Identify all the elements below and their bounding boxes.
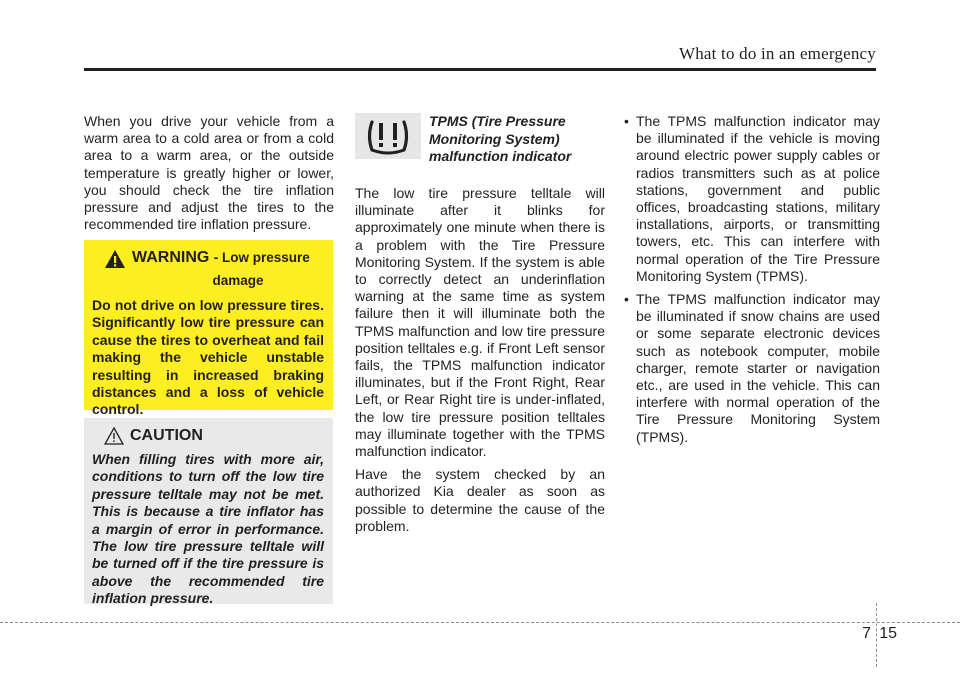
- tpms-bullet-list: [622, 113, 880, 446]
- tpms-paragraph-2: Have the system checked by an authorized Kia dealer as soon as possible to determine the cause of the problem.: [355, 466, 605, 534]
- chapter-number: 7: [862, 625, 871, 642]
- warning-subtitle-continued: damage: [212, 273, 264, 288]
- page-number: 15: [879, 625, 897, 642]
- caution-triangle-icon: [104, 427, 124, 445]
- warning-body: Do not drive on low pressure tires. Significantly low tire pressure can cause the tires to overheat and fail making the vehicle unstable resulting in increased braking distances and a loss of vehicle control.: [92, 297, 324, 418]
- intro-paragraph: When you drive your vehicle from a warm area to a cold area or from a cold area to a warm area, or the outside temperature is greatly higher or lower, you should check the tire inflation pressure and adjust the tires to the recommended tire inflation pressure.: [84, 113, 334, 233]
- warning-header: [92, 249, 324, 269]
- tpms-icon-box: [355, 113, 421, 159]
- bullet-item: • The TPMS malfunction indicator may be illuminated if snow chains are used or some separate electronic devices such as notebook computer, mobile charger, remote starter or navigation etc., are used in the vehicle. This can interfere with normal operation of the Tire Pressure Monitoring System (TPMS).: [622, 291, 880, 446]
- header-rule: [84, 68, 876, 71]
- warning-triangle-icon: [104, 249, 126, 269]
- caution-box: [84, 418, 333, 607]
- right-column: [622, 113, 880, 452]
- caution-body: When filling tires with more air, conditions to turn off the low tire pressure telltale may not be met. This is because a tire inflator has a margin of error in performance. The low tire pressure telltale will be turned off if the tire pressure is above the recommended tire inflation pressure.: [92, 451, 324, 607]
- page-number-divider: [876, 603, 877, 667]
- left-column: [84, 113, 334, 239]
- footer-rule: [0, 622, 960, 623]
- tpms-paragraph-1: The low tire pressure telltale will illuminate after it blinks for approximately one minute when there is a problem with the Tire Pressure Monitoring System. If the system is able to correctly detect an underinflation warning at the same time as system failure then it will illuminate both the TPMS malfunction and low tire pressure position telltales e.g. if Front Left sensor fails, the TPMS malfunction indicator illuminates, but if the Front Right, Rear Left, or Rear Right tire is under-inflated, the low tire pressure position telltales may illuminate together with the TPMS malfunction indicator.: [355, 185, 605, 460]
- running-header: What to do in an emergency: [678, 44, 876, 63]
- middle-column: [355, 113, 605, 541]
- tpms-indicator-heading: [355, 113, 605, 185]
- caution-header: [92, 427, 324, 445]
- warning-word: WARNING: [132, 249, 210, 266]
- tpms-indicator-title: TPMS (Tire Pressure Monitoring System) malfunction indicator: [429, 113, 572, 164]
- bullet-item: • The TPMS malfunction indicator may be illuminated if the vehicle is moving around electric power supply cables or radios transmitters such as at police stations, government and public offices, broadcasting stations, military installations, airports, or transmitting towers, etc. This can interfere with normal operation of the Tire Pressure Monitoring System (TPMS).: [622, 113, 880, 285]
- tpms-malfunction-icon: [355, 113, 421, 159]
- warning-box: [84, 240, 333, 418]
- caution-word: CAUTION: [130, 427, 203, 444]
- warning-subtitle: - Low pressure: [213, 250, 310, 265]
